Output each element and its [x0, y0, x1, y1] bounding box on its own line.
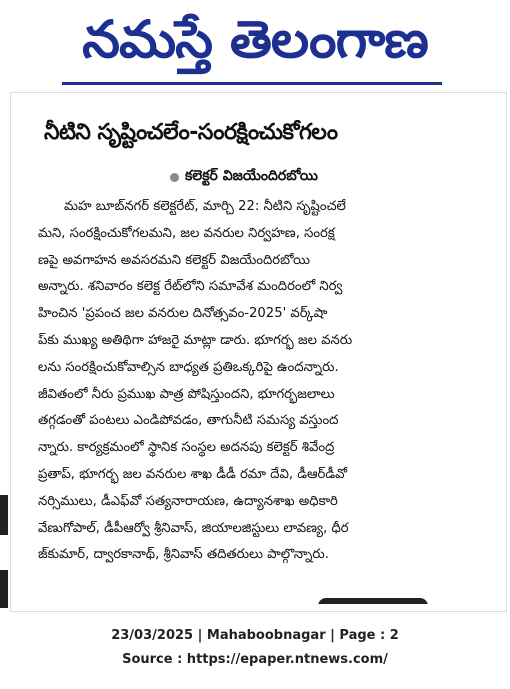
body-line: తగ్గడంతో పంటలు ఎండిపోవడం, తాగునీటి సమస్య వస్తుంద: [38, 413, 339, 429]
newspaper-logo: నమస్తే తెలంగాణ: [82, 9, 428, 70]
body-line: హించిన 'ప్రపంచ జల వనరుల దినోత్సవం-2025' వర్క్‌షా: [38, 306, 328, 322]
fragment-block: [0, 570, 8, 608]
footer-date-edition: 23/03/2025 | Mahaboobnagar | Page : 2: [111, 628, 399, 643]
body-line: అన్నారు. శనివారం కలెక్ట రేట్‌లోని సమావేశ మందిరంలో నిర్వ: [38, 279, 343, 295]
masthead-underline: [62, 82, 442, 85]
body-line: వేణుగోపాల్, డీపీఆర్వో శ్రీనివాస్, జియాలజిస్టులు లావణ్య, ధీర: [38, 520, 349, 536]
body-line: మని, సంరక్షించుకోగలమని, జల వనరుల నిర్వహణ, సంరక్ష: [38, 225, 335, 241]
body-line: లను సంరక్షించుకోవాల్సిన బాధ్యత ప్రతిఒక్కరిపై ఉందన్నారు.: [38, 359, 339, 375]
body-line: ప్‌కు ముఖ్య అతిథిగా హాజరై మాట్లా డారు. భూగర్భ జల వనరు: [38, 332, 353, 348]
body-line: ణపై అవగాహన అవసరమని కలెక్టర్ విజయేందిరబోయి: [38, 252, 310, 268]
fragment-block: [0, 495, 8, 535]
body-line: ప్రతాప్, భూగర్భ జల వనరుల శాఖ డీడీ రమా దేవి, డీఆర్‌డీవో: [38, 466, 348, 482]
masthead: [0, 0, 510, 80]
body-line: జ్‌కుమార్, ద్వారకానాథ్, శ్రీనివాస్ తదితరులు పాల్గొన్నారు.: [38, 547, 329, 563]
article-byline: [170, 168, 318, 187]
body-line: నర్సిములు, డీఎఫ్‌వో సత్యనారాయణ, ఉద్యానశాఖ అధికారి: [38, 493, 338, 509]
byline-text: కలెక్టర్ విజయేందిరబోయి: [185, 168, 318, 184]
body-line: న్నారు. కార్యక్రమంలో స్థానిక సంస్థల అదనపు కలెక్టర్ శివేంద్ర: [38, 440, 335, 456]
body-line: మహ బూబ్‌నగర్ కలెక్టరేట్, మార్చి 22: నీటిని సృష్టించలే: [64, 199, 346, 214]
body-line: జీవితంలో నీరు ప్రముఖ పాత్ర పోషిస్తుందని, భూగర్భజలాలు: [38, 386, 335, 402]
bullet-icon: [170, 173, 179, 182]
article-body: [38, 194, 480, 569]
adjacent-column-fragment: [0, 100, 10, 610]
footer-source: Source : https://epaper.ntnews.com/: [122, 652, 388, 667]
article-headline: నీటిని సృష్టించలేం-సంరక్షించుకోగలం: [44, 120, 338, 145]
